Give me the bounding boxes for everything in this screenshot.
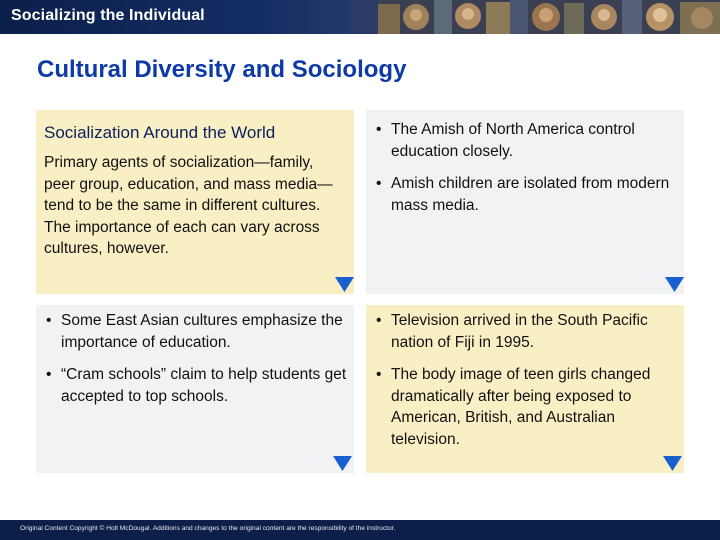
panel-text: Primary agents of socialization—family, peer group, education, and mass media—tend to be the same in different cultures. The importance of each can vary across cultures, however. [44,154,333,257]
list-item [44,364,350,407]
header-photo-collage [350,0,720,34]
triangle-down-icon[interactable] [665,277,684,292]
list-item [374,310,680,353]
bullet-icon: • [376,121,382,138]
copyright-text: Original Content Copyright © Holt McDougal. Additions and changes to the original content are the responsibility of the instructor. [20,525,396,532]
list-item-text: “Cram schools” claim to help students get accepted to top schools. [61,366,347,405]
list-item-text: Amish children are isolated from modern mass media. [391,175,670,214]
triangle-down-icon[interactable] [663,456,682,471]
bullet-icon: • [46,366,52,383]
bullet-icon: • [376,366,382,383]
list-item [374,119,680,162]
triangle-down-icon[interactable] [335,277,354,292]
footer-bar [0,520,720,540]
panel-socialization-around-world [36,110,354,294]
header-bar [0,0,720,34]
bullet-icon: • [376,175,382,192]
triangle-down-icon[interactable] [333,456,352,471]
list-item-text: The body image of teen girls changed dramatically after being exposed to American, British, and Australian television. [391,366,651,448]
bullet-icon: • [46,312,52,329]
panel-east-asia [36,305,354,473]
list-item [374,173,680,216]
list-item-text: The Amish of North America control education closely. [391,121,635,160]
bullet-icon: • [376,312,382,329]
list-item [44,310,350,353]
list-item-text: Some East Asian cultures emphasize the importance of education. [61,312,343,351]
panel-fiji [366,305,684,473]
list-item-text: Television arrived in the South Pacific nation of Fiji in 1995. [391,312,648,351]
slide-title: Cultural Diversity and Sociology [37,56,407,83]
bullet-list [374,310,680,461]
panel-amish [366,110,684,294]
header-title: Socializing the Individual [11,7,205,24]
bullet-list [44,310,350,418]
list-item [374,364,680,450]
panel-heading: Socialization Around the World [44,123,276,142]
bullet-list [374,119,680,227]
